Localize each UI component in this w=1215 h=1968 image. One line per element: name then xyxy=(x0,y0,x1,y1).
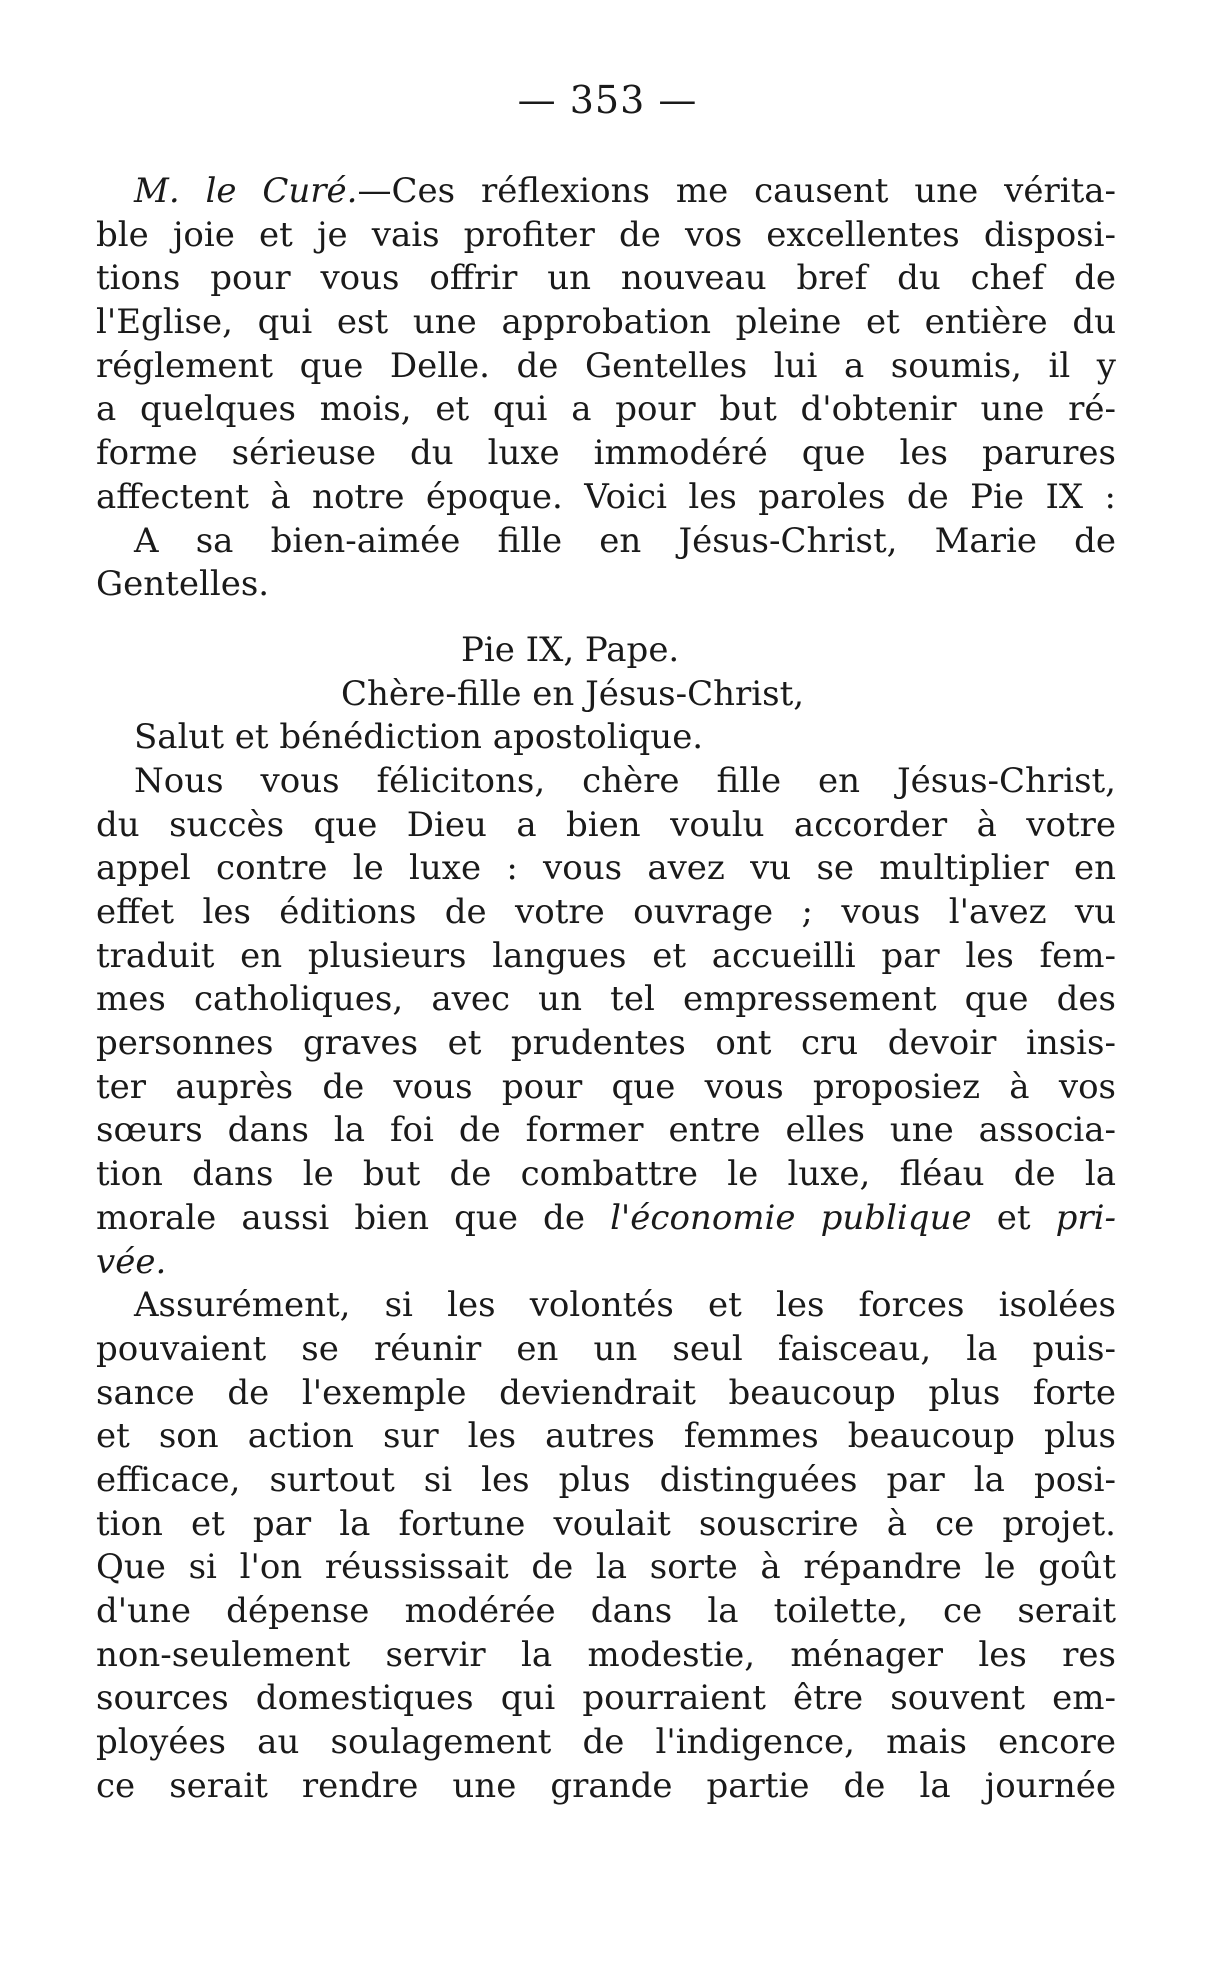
paragraph-line: mes catholiques, avec un tel empressement que des xyxy=(96,979,1116,1020)
paragraph-line: tion dans le but de combattre le luxe, fléau de la xyxy=(96,1154,1116,1195)
paragraph-line: a quelques mois, et qui a pour but d'obtenir une ré- xyxy=(96,389,1116,430)
body-text xyxy=(96,170,1116,1808)
paragraph-line: du succès que Dieu a bien voulu accorder à votre xyxy=(96,804,1116,845)
address-line: A sa bien-aimée fille en Jésus-Christ, Marie de xyxy=(134,520,1116,561)
paragraph-line: tion et par la fortune voulait souscrire à ce projet. xyxy=(96,1503,1116,1544)
paragraph-line: vée. xyxy=(96,1241,167,1282)
paragraph-line: M. le Curé.—Ces réflexions me causent une vérita- xyxy=(134,171,1117,211)
paragraph-line: ble joie et je vais profiter de vos excellentes disposi- xyxy=(96,214,1116,255)
paragraph-line: tions pour vous offrir un nouveau bref du chef de xyxy=(96,258,1116,299)
paragraph-line: appel contre le luxe : vous avez vu se multiplier en xyxy=(96,848,1116,889)
paragraph-line: traduit en plusieurs langues et accueilli par les fem- xyxy=(96,935,1116,976)
speaker-label: M. le Curé. xyxy=(134,171,358,211)
paragraph-line: d'une dépense modérée dans la toilette, ce serait xyxy=(96,1591,1116,1631)
paragraph-line: sance de l'exemple deviendrait beaucoup plus forte xyxy=(96,1372,1116,1413)
paragraph-line: sœurs dans la foi de former entre elles une associa- xyxy=(96,1110,1116,1151)
paragraph-line: l'Eglise, qui est une approbation pleine et entière du xyxy=(96,302,1116,343)
paragraph-line: ter auprès de vous pour que vous proposiez à vos xyxy=(96,1066,1116,1107)
signature-line: Pie IX, Pape. xyxy=(461,629,680,670)
paragraph-line: ployées au soulagement de l'indigence, mais encore xyxy=(96,1722,1116,1763)
blessing-line: Salut et bénédiction apostolique. xyxy=(134,717,704,758)
paragraph-line: réglement que Delle. de Gentelles lui a soumis, il y xyxy=(96,345,1116,386)
paragraph-line: et son action sur les autres femmes beaucoup plus xyxy=(96,1416,1116,1457)
paragraph-line: Assurément, si les volontés et les forces isolées xyxy=(134,1285,1116,1326)
page-number: — 353 — xyxy=(517,78,698,122)
paragraph-line: forme sérieuse du luxe immodéré que les parures xyxy=(96,433,1116,474)
paragraph-line: ce serait rendre une grande partie de la journée xyxy=(96,1765,1116,1806)
paragraph-line: sources domestiques qui pourraient être souvent em- xyxy=(96,1678,1116,1719)
paragraph-line: morale aussi bien que de l'économie publique et pri- xyxy=(96,1197,1116,1238)
paragraph-line: efficace, surtout si les plus distinguées par la posi- xyxy=(96,1459,1116,1500)
paragraph-line: pouvaient se réunir en un seul faisceau, la puis- xyxy=(96,1328,1116,1369)
salutation-line: Chère-fille en Jésus-Christ, xyxy=(341,673,805,714)
address-line: Gentelles. xyxy=(96,564,270,605)
paragraph-line: affectent à notre époque. Voici les paroles de Pie IX : xyxy=(96,476,1116,517)
paragraph-line: non-seulement servir la modestie, ménager les res xyxy=(96,1634,1116,1675)
paragraph-line: Que si l'on réussissait de la sorte à répandre le goût xyxy=(96,1547,1116,1588)
paragraph-line: Nous vous félicitons, chère fille en Jésus-Christ, xyxy=(134,760,1116,801)
paragraph-line: personnes graves et prudentes ont cru devoir insis- xyxy=(96,1023,1116,1064)
paragraph-line: effet les éditions de votre ouvrage ; vous l'avez vu xyxy=(96,892,1116,932)
